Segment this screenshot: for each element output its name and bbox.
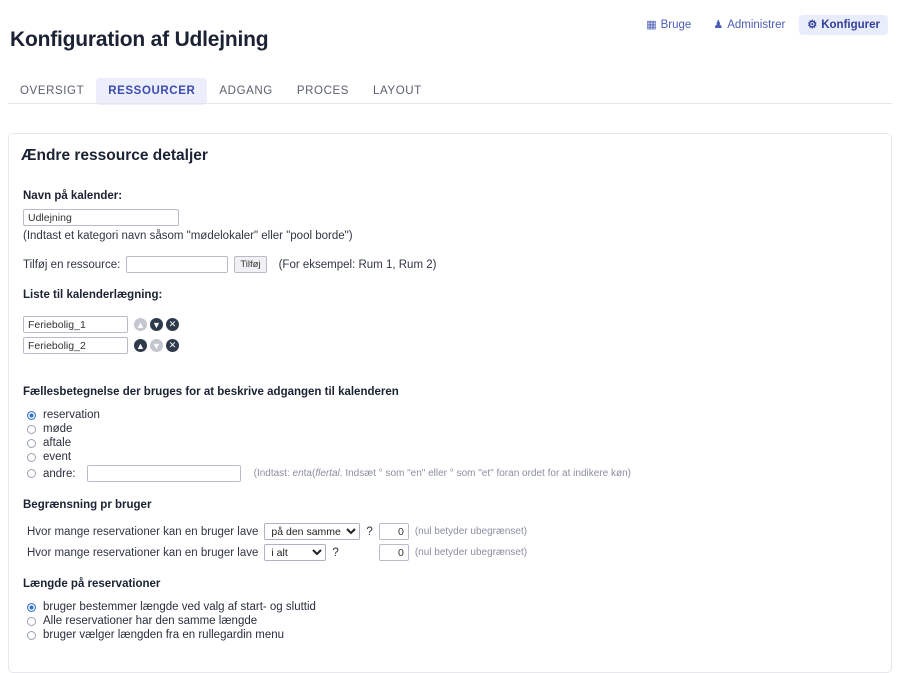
limit-question-mark: ? xyxy=(332,546,339,559)
limit-hint: (nul betyder ubegrænset) xyxy=(414,547,528,558)
tab-proces[interactable]: PROCES xyxy=(296,85,350,97)
calendar-name-input-row xyxy=(23,209,179,226)
move-up-icon[interactable]: ▲ xyxy=(134,339,147,352)
tab-oversigt[interactable]: OVERSIGT xyxy=(20,85,85,97)
limit-row-1 xyxy=(27,523,527,540)
radio-option-andre[interactable] xyxy=(27,465,631,482)
topnav-item-administrer[interactable] xyxy=(705,15,793,35)
limit-period-select[interactable] xyxy=(264,544,326,561)
move-down-icon[interactable]: ▼ xyxy=(150,318,163,331)
radio-option-event[interactable] xyxy=(27,451,631,463)
calendar-name-hint: (Indtast et kategori navn såsom "mødelokaler" eller "pool borde") xyxy=(23,230,353,242)
add-resource-row xyxy=(23,256,436,273)
radio-icon[interactable] xyxy=(27,631,36,640)
resource-list-label-row xyxy=(23,289,162,301)
radio-label: bruger vælger længden fra en rullegardin menu xyxy=(43,629,285,641)
radio-icon[interactable] xyxy=(27,603,36,612)
calendar-icon: ▦ xyxy=(646,18,657,31)
calendar-name-input[interactable] xyxy=(23,209,179,226)
tab-bar-divider xyxy=(8,103,892,104)
tab-bar xyxy=(8,78,434,105)
duration-radio-group xyxy=(27,601,316,643)
radio-option-reservation[interactable] xyxy=(27,409,631,421)
resource-name-input[interactable] xyxy=(23,316,128,333)
tab-ressourcer[interactable]: RESSOURCER xyxy=(96,78,207,105)
move-down-icon: ▼ xyxy=(150,339,163,352)
page-title: Konfiguration af Udlejning xyxy=(10,28,269,51)
radio-icon[interactable] xyxy=(27,425,36,434)
radio-label: aftale xyxy=(43,437,72,449)
resource-list-label: Liste til kalenderlægning: xyxy=(23,289,163,301)
gear-icon: ⚙ xyxy=(807,18,818,31)
duration-label-row xyxy=(23,578,160,590)
radio-label: andre: xyxy=(43,467,76,480)
calendar-name-hint-row xyxy=(23,230,353,242)
calendar-name-label-row xyxy=(23,190,122,202)
limits-label: Begrænsning pr bruger xyxy=(23,499,152,511)
radio-label: bruger bestemmer længde ved valg af start- og sluttid xyxy=(43,601,316,613)
limit-question-mark: ? xyxy=(366,525,373,538)
radio-label: event xyxy=(43,451,72,463)
common-term-label: Fællesbetegnelse der bruges for at beskrive adgangen til kalenderen xyxy=(23,386,399,398)
other-term-hint: (Indtast: enta(flertal. Indsæt ° som "en" eller ° som "et" foran ordet for at indikere køn) xyxy=(253,468,631,479)
radio-option-user-chooses-start-end[interactable] xyxy=(27,601,316,613)
radio-option-same-length[interactable] xyxy=(27,615,316,627)
resource-list-item-1 xyxy=(23,316,182,333)
limits-label-row xyxy=(23,499,151,511)
radio-label: Alle reservationer har den samme længde xyxy=(43,615,258,627)
resource-name-input[interactable] xyxy=(23,337,128,354)
topnav-item-label: Konfigurer xyxy=(821,19,880,31)
duration-label: Længde på reservationer xyxy=(23,578,161,590)
radio-label: møde xyxy=(43,423,73,435)
topnav-item-konfigurer[interactable] xyxy=(799,15,888,35)
card-title: Ændre ressource detaljer xyxy=(21,147,208,164)
add-resource-input[interactable] xyxy=(126,256,228,273)
limit-row-text: Hvor mange reservationer kan en bruger lave xyxy=(27,546,259,559)
radio-label: reservation xyxy=(43,409,100,421)
topnav-item-label: Bruge xyxy=(660,19,692,31)
tab-layout[interactable]: LAYOUT xyxy=(373,85,422,97)
other-term-input[interactable] xyxy=(87,465,241,482)
delete-icon[interactable]: ✕ xyxy=(166,339,179,352)
resource-details-card xyxy=(8,133,892,673)
radio-icon[interactable] xyxy=(27,469,36,478)
limit-hint: (nul betyder ubegrænset) xyxy=(414,526,528,537)
delete-icon[interactable]: ✕ xyxy=(166,318,179,331)
limit-row-2 xyxy=(27,544,527,561)
radio-option-dropdown-length[interactable] xyxy=(27,629,316,641)
limit-period-select[interactable] xyxy=(264,523,360,540)
limit-number-input[interactable] xyxy=(379,523,409,540)
limit-row-text: Hvor mange reservationer kan en bruger lave xyxy=(27,525,259,538)
limit-number-input[interactable] xyxy=(379,544,409,561)
radio-icon[interactable] xyxy=(27,453,36,462)
tab-adgang[interactable]: ADGANG xyxy=(219,85,273,97)
topnav-item-bruge[interactable] xyxy=(638,15,699,35)
top-navigation xyxy=(638,15,888,35)
add-resource-hint: (For eksempel: Rum 1, Rum 2) xyxy=(278,258,437,271)
radio-icon[interactable] xyxy=(27,411,36,420)
calendar-name-label: Navn på kalender: xyxy=(23,190,123,202)
move-up-icon: ▲ xyxy=(134,318,147,331)
radio-icon[interactable] xyxy=(27,617,36,626)
radio-icon[interactable] xyxy=(27,439,36,448)
topnav-item-label: Administrer xyxy=(727,19,786,31)
radio-option-mode[interactable] xyxy=(27,423,631,435)
common-term-radio-group xyxy=(27,409,631,484)
people-icon: ♟ xyxy=(713,18,724,31)
add-resource-label: Tilføj en ressource: xyxy=(23,258,121,271)
radio-option-aftale[interactable] xyxy=(27,437,631,449)
resource-list-item-2 xyxy=(23,337,182,354)
add-resource-button[interactable]: Tilføj xyxy=(234,256,266,273)
common-term-label-row xyxy=(23,386,399,398)
